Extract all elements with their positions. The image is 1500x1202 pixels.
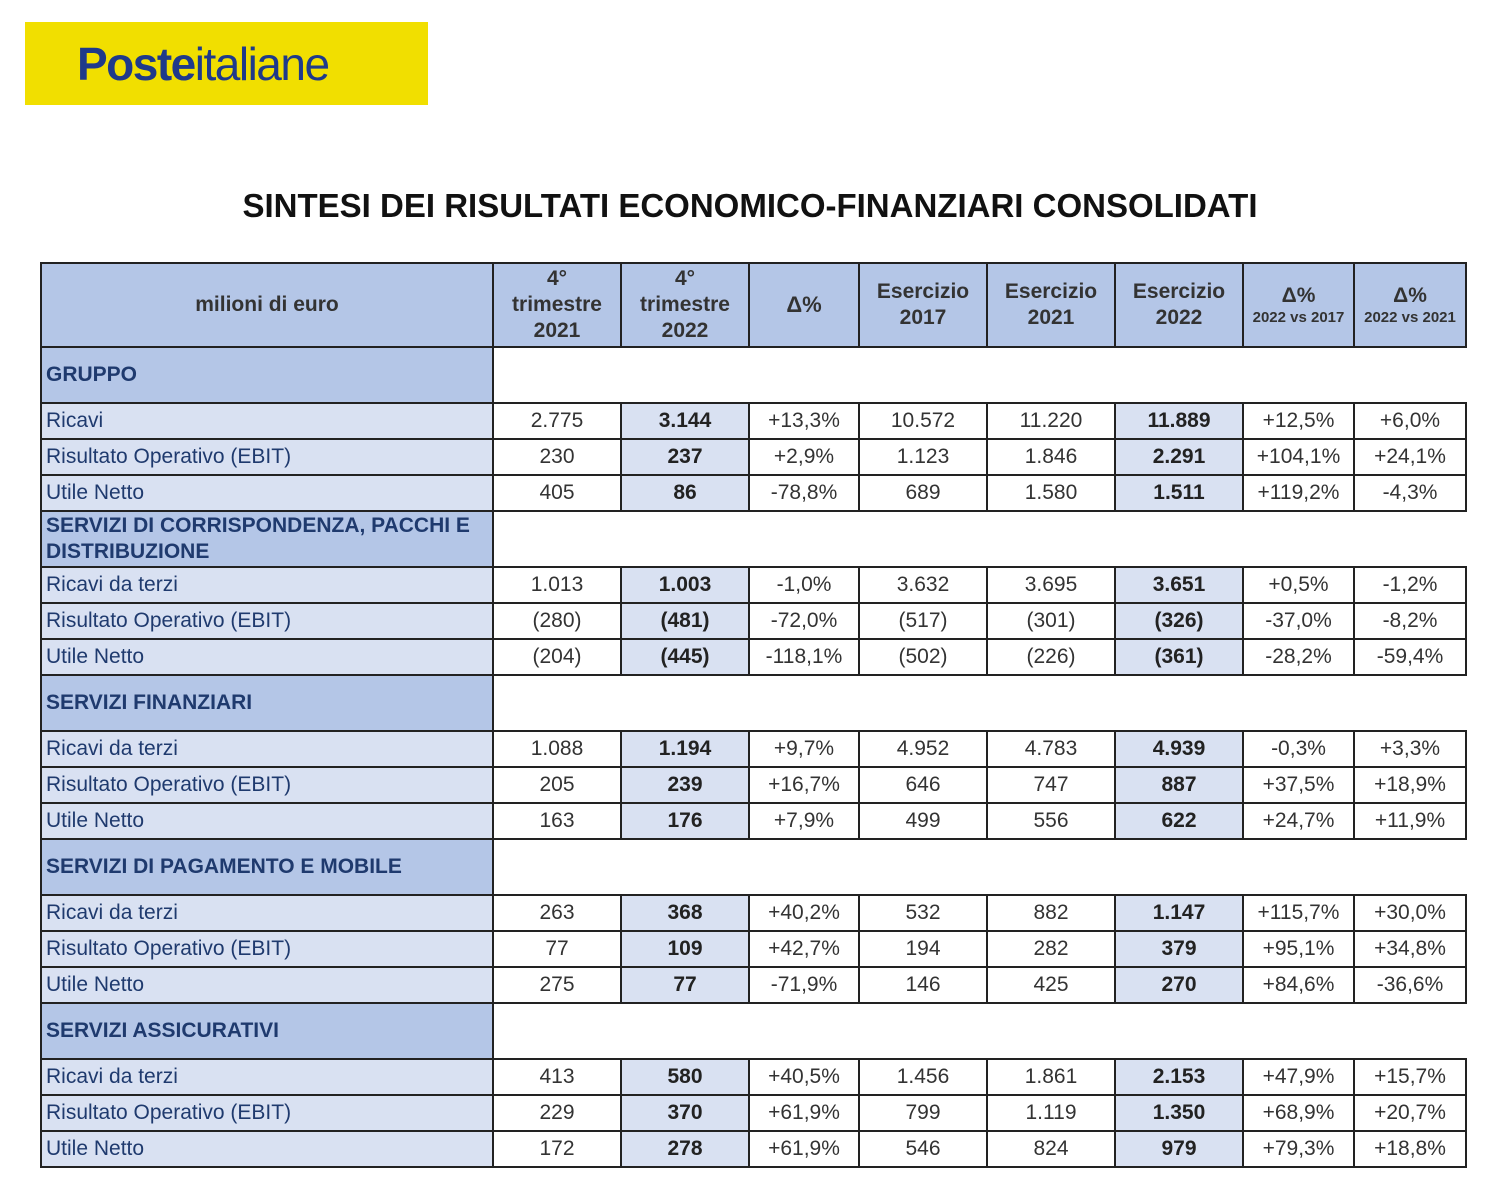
table-cell: 799 <box>859 1095 987 1131</box>
row-label: Ricavi da terzi <box>41 1059 493 1095</box>
header-q4-2021-l3: 2021 <box>533 319 581 342</box>
table-cell: -71,9% <box>749 967 859 1003</box>
table-cell: +79,3% <box>1243 1131 1354 1167</box>
table-cell: +95,1% <box>1243 931 1354 967</box>
row-label: Risultato Operativo (EBIT) <box>41 603 493 639</box>
table-cell: 622 <box>1115 803 1243 839</box>
table-row <box>41 639 1466 675</box>
table-cell: +115,7% <box>1243 895 1354 931</box>
table-cell: +24,1% <box>1354 439 1466 475</box>
table-cell: -118,1% <box>749 639 859 675</box>
table-cell: -78,8% <box>749 475 859 511</box>
table-cell: 689 <box>859 475 987 511</box>
table-cell: 646 <box>859 767 987 803</box>
table-cell: +24,7% <box>1243 803 1354 839</box>
table-cell: +34,8% <box>1354 931 1466 967</box>
table-cell: 278 <box>621 1131 749 1167</box>
header-q4-2021-l2: trimestre <box>512 293 602 316</box>
section-spacer <box>493 839 1466 895</box>
table-cell: +42,7% <box>749 931 859 967</box>
table-cell: 239 <box>621 767 749 803</box>
table-cell: 282 <box>987 931 1115 967</box>
table-cell: 237 <box>621 439 749 475</box>
section-spacer <box>493 511 1466 567</box>
table-cell: +16,7% <box>749 767 859 803</box>
table-row <box>41 967 1466 1003</box>
table-row <box>41 567 1466 603</box>
table-cell: 3.632 <box>859 567 987 603</box>
table-cell: +18,8% <box>1354 1131 1466 1167</box>
table-row <box>41 603 1466 639</box>
table-cell: 2.291 <box>1115 439 1243 475</box>
table-cell: 413 <box>493 1059 621 1095</box>
table-cell: 979 <box>1115 1131 1243 1167</box>
table-cell: +84,6% <box>1243 967 1354 1003</box>
row-label: Ricavi <box>41 403 493 439</box>
header-fy2021 <box>987 263 1115 347</box>
table-cell: -1,0% <box>749 567 859 603</box>
section-row <box>41 511 1466 567</box>
row-label: Utile Netto <box>41 967 493 1003</box>
row-label: Risultato Operativo (EBIT) <box>41 931 493 967</box>
financial-results-table <box>40 262 1467 1168</box>
table-header-row <box>41 263 1466 347</box>
table-cell: 1.580 <box>987 475 1115 511</box>
table-cell: 824 <box>987 1131 1115 1167</box>
table-cell: 1.350 <box>1115 1095 1243 1131</box>
header-delta-2021-l2: 2022 vs 2021 <box>1364 309 1456 326</box>
table-cell: 1.511 <box>1115 475 1243 511</box>
table-row <box>41 403 1466 439</box>
header-fy2022-l2: 2022 <box>1155 306 1203 329</box>
table-cell: 11.889 <box>1115 403 1243 439</box>
table-cell: (481) <box>621 603 749 639</box>
table-cell: 747 <box>987 767 1115 803</box>
table-cell: -8,2% <box>1354 603 1466 639</box>
header-fy2022 <box>1115 263 1243 347</box>
table-cell: 163 <box>493 803 621 839</box>
table-row <box>41 895 1466 931</box>
table-cell: 3.651 <box>1115 567 1243 603</box>
table-cell: (517) <box>859 603 987 639</box>
logo-text <box>77 36 329 92</box>
section-spacer <box>493 675 1466 731</box>
table-cell: 263 <box>493 895 621 931</box>
table-cell: +7,9% <box>749 803 859 839</box>
table-cell: 1.147 <box>1115 895 1243 931</box>
table-cell: +68,9% <box>1243 1095 1354 1131</box>
table-cell: -0,3% <box>1243 731 1354 767</box>
table-cell: 1.003 <box>621 567 749 603</box>
section-row <box>41 839 1466 895</box>
table-cell: 205 <box>493 767 621 803</box>
table-cell: 887 <box>1115 767 1243 803</box>
table-cell: +13,3% <box>749 403 859 439</box>
header-q4-2021 <box>493 263 621 347</box>
row-label: Utile Netto <box>41 639 493 675</box>
page-title: SINTESI DEI RISULTATI ECONOMICO-FINANZIARI CONSOLIDATI <box>242 187 1258 224</box>
row-label: Risultato Operativo (EBIT) <box>41 1095 493 1131</box>
table-cell: +40,2% <box>749 895 859 931</box>
table-cell: (445) <box>621 639 749 675</box>
header-q4-2021-l1: 4° <box>546 267 568 290</box>
table-cell: +61,9% <box>749 1095 859 1131</box>
header-delta: Δ% <box>749 263 859 347</box>
table-cell: +3,3% <box>1354 731 1466 767</box>
table-cell: 425 <box>987 967 1115 1003</box>
table-cell: 86 <box>621 475 749 511</box>
header-delta-2017-l2: 2022 vs 2017 <box>1252 309 1345 326</box>
table-cell: 11.220 <box>987 403 1115 439</box>
table-cell: 1.456 <box>859 1059 987 1095</box>
table-row <box>41 731 1466 767</box>
table-cell: -72,0% <box>749 603 859 639</box>
table-cell: (502) <box>859 639 987 675</box>
table-cell: (280) <box>493 603 621 639</box>
table-row <box>41 1131 1466 1167</box>
header-delta-2017-l1: Δ% <box>1281 284 1316 307</box>
table-cell: 146 <box>859 967 987 1003</box>
section-title: SERVIZI ASSICURATIVI <box>41 1003 493 1059</box>
table-cell: -37,0% <box>1243 603 1354 639</box>
table-cell: +6,0% <box>1354 403 1466 439</box>
table-cell: -1,2% <box>1354 567 1466 603</box>
row-label: Ricavi da terzi <box>41 895 493 931</box>
table-row <box>41 1095 1466 1131</box>
table-cell: 172 <box>493 1131 621 1167</box>
table-cell: (204) <box>493 639 621 675</box>
row-label: Risultato Operativo (EBIT) <box>41 767 493 803</box>
table-cell: -4,3% <box>1354 475 1466 511</box>
table-cell: 1.123 <box>859 439 987 475</box>
row-label: Risultato Operativo (EBIT) <box>41 439 493 475</box>
section-title: SERVIZI FINANZIARI <box>41 675 493 731</box>
table-cell: 77 <box>493 931 621 967</box>
section-row <box>41 675 1466 731</box>
table-cell: 1.088 <box>493 731 621 767</box>
section-spacer <box>493 1003 1466 1059</box>
section-title: SERVIZI DI CORRISPONDENZA, PACCHI E DISTRIBUZIONE <box>41 511 493 567</box>
table-cell: +61,9% <box>749 1131 859 1167</box>
table-cell: 194 <box>859 931 987 967</box>
section-row <box>41 347 1466 403</box>
header-fy2021-l1: Esercizio <box>1004 280 1098 303</box>
header-delta-2017 <box>1243 263 1354 347</box>
section-title: GRUPPO <box>41 347 493 403</box>
header-fy2017-l2: 2017 <box>899 306 947 329</box>
table-cell: 532 <box>859 895 987 931</box>
section-spacer <box>493 347 1466 403</box>
table-cell: 10.572 <box>859 403 987 439</box>
table-cell: 1.846 <box>987 439 1115 475</box>
table-cell: +104,1% <box>1243 439 1354 475</box>
table-cell: 1.119 <box>987 1095 1115 1131</box>
table-cell: 4.783 <box>987 731 1115 767</box>
header-q4-2022 <box>621 263 749 347</box>
table-cell: 368 <box>621 895 749 931</box>
section-row <box>41 1003 1466 1059</box>
table-cell: +15,7% <box>1354 1059 1466 1095</box>
row-label: Utile Netto <box>41 803 493 839</box>
table-row <box>41 767 1466 803</box>
header-fy2017 <box>859 263 987 347</box>
table-cell: +40,5% <box>749 1059 859 1095</box>
table-cell: +9,7% <box>749 731 859 767</box>
table-cell: 77 <box>621 967 749 1003</box>
table-cell: 270 <box>1115 967 1243 1003</box>
table-row <box>41 1059 1466 1095</box>
table-body <box>41 347 1466 1167</box>
table-cell: +30,0% <box>1354 895 1466 931</box>
table-cell: 2.153 <box>1115 1059 1243 1095</box>
table-cell: 546 <box>859 1131 987 1167</box>
row-label: Utile Netto <box>41 1131 493 1167</box>
table-cell: 176 <box>621 803 749 839</box>
table-cell: +11,9% <box>1354 803 1466 839</box>
table-cell: 3.695 <box>987 567 1115 603</box>
section-title: SERVIZI DI PAGAMENTO E MOBILE <box>41 839 493 895</box>
header-delta-2021 <box>1354 263 1466 347</box>
table-cell: (301) <box>987 603 1115 639</box>
header-fy2017-l1: Esercizio <box>876 280 970 303</box>
table-row <box>41 475 1466 511</box>
logo-text-bold: Poste <box>77 38 195 90</box>
table-cell: +37,5% <box>1243 767 1354 803</box>
table-cell: -28,2% <box>1243 639 1354 675</box>
table-cell: 1.194 <box>621 731 749 767</box>
header-q4-2022-l3: 2022 <box>661 319 709 342</box>
table-cell: 556 <box>987 803 1115 839</box>
table-cell: +119,2% <box>1243 475 1354 511</box>
table-cell: 499 <box>859 803 987 839</box>
table-cell: 379 <box>1115 931 1243 967</box>
table-cell: -59,4% <box>1354 639 1466 675</box>
table-row <box>41 439 1466 475</box>
table-cell: 1.013 <box>493 567 621 603</box>
header-fy2021-l2: 2021 <box>1027 306 1075 329</box>
table-cell: +18,9% <box>1354 767 1466 803</box>
row-label: Utile Netto <box>41 475 493 511</box>
table-cell: 109 <box>621 931 749 967</box>
table-cell: 275 <box>493 967 621 1003</box>
row-label: Ricavi da terzi <box>41 731 493 767</box>
table-cell: 1.861 <box>987 1059 1115 1095</box>
header-q4-2022-l1: 4° <box>674 267 696 290</box>
table-cell: 230 <box>493 439 621 475</box>
table-cell: -36,6% <box>1354 967 1466 1003</box>
table-cell: 405 <box>493 475 621 511</box>
table-cell: 4.939 <box>1115 731 1243 767</box>
row-label: Ricavi da terzi <box>41 567 493 603</box>
table-cell: (226) <box>987 639 1115 675</box>
table-cell: +47,9% <box>1243 1059 1354 1095</box>
table-cell: 882 <box>987 895 1115 931</box>
header-delta-2021-l1: Δ% <box>1393 284 1427 307</box>
table-cell: (361) <box>1115 639 1243 675</box>
table-cell: +12,5% <box>1243 403 1354 439</box>
header-q4-2022-l2: trimestre <box>640 293 730 316</box>
table-cell: 3.144 <box>621 403 749 439</box>
header-unit: milioni di euro <box>41 263 493 347</box>
table-cell: 229 <box>493 1095 621 1131</box>
table-cell: 580 <box>621 1059 749 1095</box>
table-cell: 4.952 <box>859 731 987 767</box>
table-cell: +0,5% <box>1243 567 1354 603</box>
table-cell: (326) <box>1115 603 1243 639</box>
logo-text-light: italiane <box>194 38 329 90</box>
table-row <box>41 931 1466 967</box>
table-cell: +20,7% <box>1354 1095 1466 1131</box>
table-row <box>41 803 1466 839</box>
header-fy2022-l1: Esercizio <box>1132 280 1226 303</box>
table-cell: 370 <box>621 1095 749 1131</box>
table-cell: +2,9% <box>749 439 859 475</box>
table-cell: 2.775 <box>493 403 621 439</box>
